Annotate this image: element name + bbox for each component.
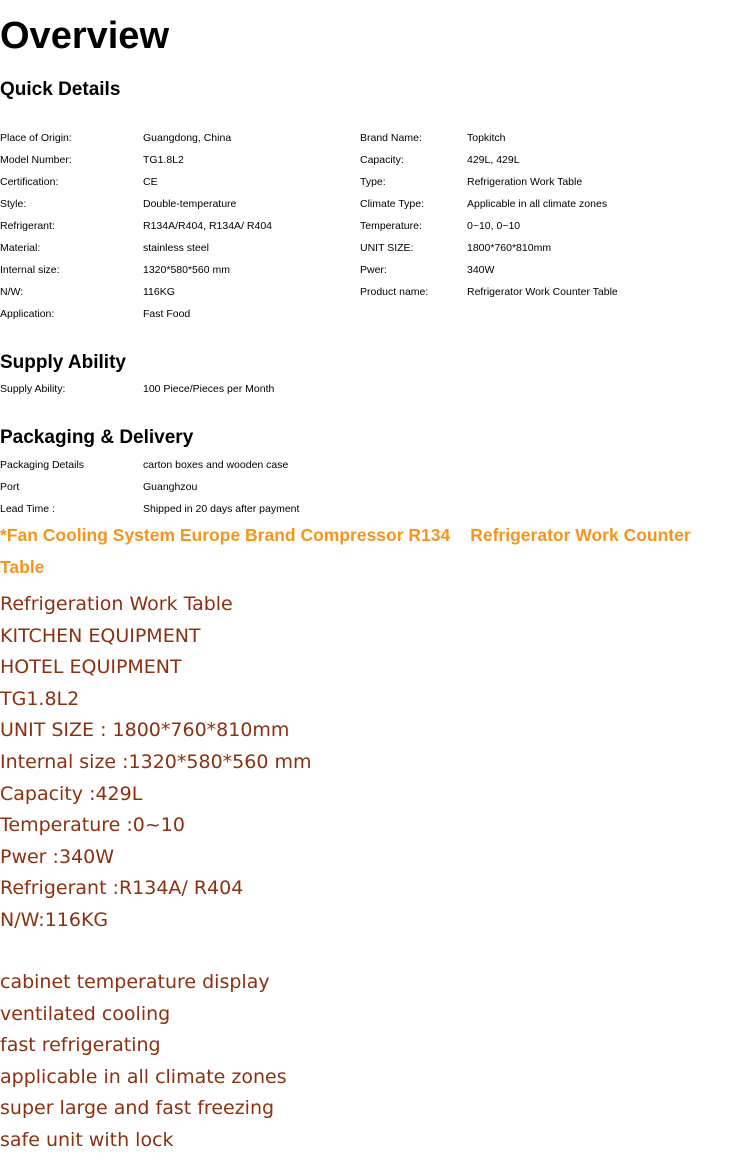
detail-label: Capacity:	[360, 154, 404, 166]
detail-label: Place of Origin:	[0, 132, 72, 144]
feature-line: fast refrigerating	[0, 1034, 161, 1057]
detail-row	[0, 171, 750, 193]
supply-ability-heading: Supply Ability	[0, 352, 126, 373]
detail-value: carton boxes and wooden case	[143, 459, 289, 471]
feature-list	[0, 967, 287, 1157]
detail-label: Refrigerant:	[0, 220, 55, 232]
feature-line: ventilated cooling	[0, 1002, 171, 1025]
spec-line: Temperature :0~10	[0, 814, 185, 837]
detail-label: N/W:	[0, 286, 24, 298]
spec-line: KITCHEN EQUIPMENT	[0, 624, 201, 647]
detail-value: Double-temperature	[143, 198, 237, 210]
detail-label: Type:	[360, 176, 386, 188]
product-headline	[0, 519, 720, 583]
spec-line: N/W:116KG	[0, 908, 109, 931]
detail-value: 340W	[467, 264, 495, 276]
quick-details-heading: Quick Details	[0, 79, 121, 100]
spec-line: UNIT SIZE : 1800*760*810mm	[0, 719, 290, 742]
spec-line: Refrigeration Work Table	[0, 593, 233, 615]
detail-row	[0, 215, 750, 237]
feature-line: super large and fast freezing	[0, 1097, 275, 1120]
detail-value: R134A/R404, R134A/ R404	[143, 220, 272, 232]
feature-line: cabinet temperature display	[0, 971, 270, 993]
detail-row	[0, 476, 750, 498]
feature-line: applicable in all climate zones	[0, 1065, 287, 1088]
detail-label: Pwer:	[360, 264, 387, 276]
detail-label: Packaging Details	[0, 459, 85, 471]
detail-value: Topkitch	[467, 132, 506, 144]
detail-label: Port	[0, 481, 20, 493]
detail-value: Guangdong, China	[143, 132, 232, 144]
detail-row	[0, 127, 750, 149]
detail-row	[0, 454, 750, 476]
detail-value: Refrigerator Work Counter Table	[467, 286, 618, 298]
detail-row	[0, 498, 750, 520]
page-title: Overview	[0, 15, 169, 57]
detail-label: Material:	[0, 242, 41, 254]
detail-row	[0, 303, 750, 325]
detail-label: Climate Type:	[360, 198, 424, 210]
detail-value: Guanghzou	[143, 481, 198, 493]
detail-label: Lead Time :	[0, 503, 55, 515]
detail-row	[0, 259, 750, 281]
detail-label: Application:	[0, 308, 55, 320]
detail-value: 429L, 429L	[467, 154, 520, 166]
detail-value: 1320*580*560 mm	[143, 264, 230, 276]
detail-value: stainless steel	[143, 242, 209, 254]
packaging-delivery-heading: Packaging & Delivery	[0, 427, 194, 448]
spec-line: Pwer :340W	[0, 845, 114, 868]
detail-value: Shipped in 20 days after payment	[143, 503, 300, 515]
headline-part-1: *Fan Cooling System Europe Brand Compressor R134	[0, 525, 451, 545]
detail-value: Refrigeration Work Table	[467, 176, 583, 188]
detail-row	[0, 378, 750, 400]
detail-label: Internal size:	[0, 264, 60, 276]
detail-row	[0, 237, 750, 259]
detail-row	[0, 149, 750, 171]
detail-label: UNIT SIZE:	[360, 242, 414, 254]
detail-value: 0~10, 0~10	[467, 220, 521, 232]
detail-value: CE	[143, 176, 158, 188]
detail-value: 1800*760*810mm	[467, 242, 552, 254]
headline-part-2: Refrigerator Work Counter Table	[0, 525, 691, 577]
detail-label: Product name:	[360, 286, 429, 298]
detail-value: 100 Piece/Pieces per Month	[143, 383, 275, 395]
detail-label: Certification:	[0, 176, 59, 188]
detail-value: TG1.8L2	[143, 154, 184, 166]
detail-row	[0, 193, 750, 215]
feature-line: safe unit with lock	[0, 1128, 174, 1151]
detail-value: Fast Food	[143, 308, 191, 320]
detail-label: Brand Name:	[360, 132, 422, 144]
spec-line: HOTEL EQUIPMENT	[0, 656, 182, 679]
detail-row	[0, 281, 750, 303]
spec-line: Internal size :1320*580*560 mm	[0, 750, 312, 773]
detail-value: 116KG	[143, 286, 175, 298]
detail-label: Model Number:	[0, 154, 72, 166]
spec-list	[0, 589, 312, 937]
spec-line: Refrigerant :R134A/ R404	[0, 877, 244, 900]
detail-value: Applicable in all climate zones	[467, 198, 608, 210]
detail-label: Supply Ability:	[0, 383, 66, 395]
spec-line: TG1.8L2	[0, 687, 80, 710]
detail-label: Temperature:	[360, 220, 422, 232]
spec-line: Capacity :429L	[0, 782, 143, 805]
detail-label: Style:	[0, 198, 27, 210]
